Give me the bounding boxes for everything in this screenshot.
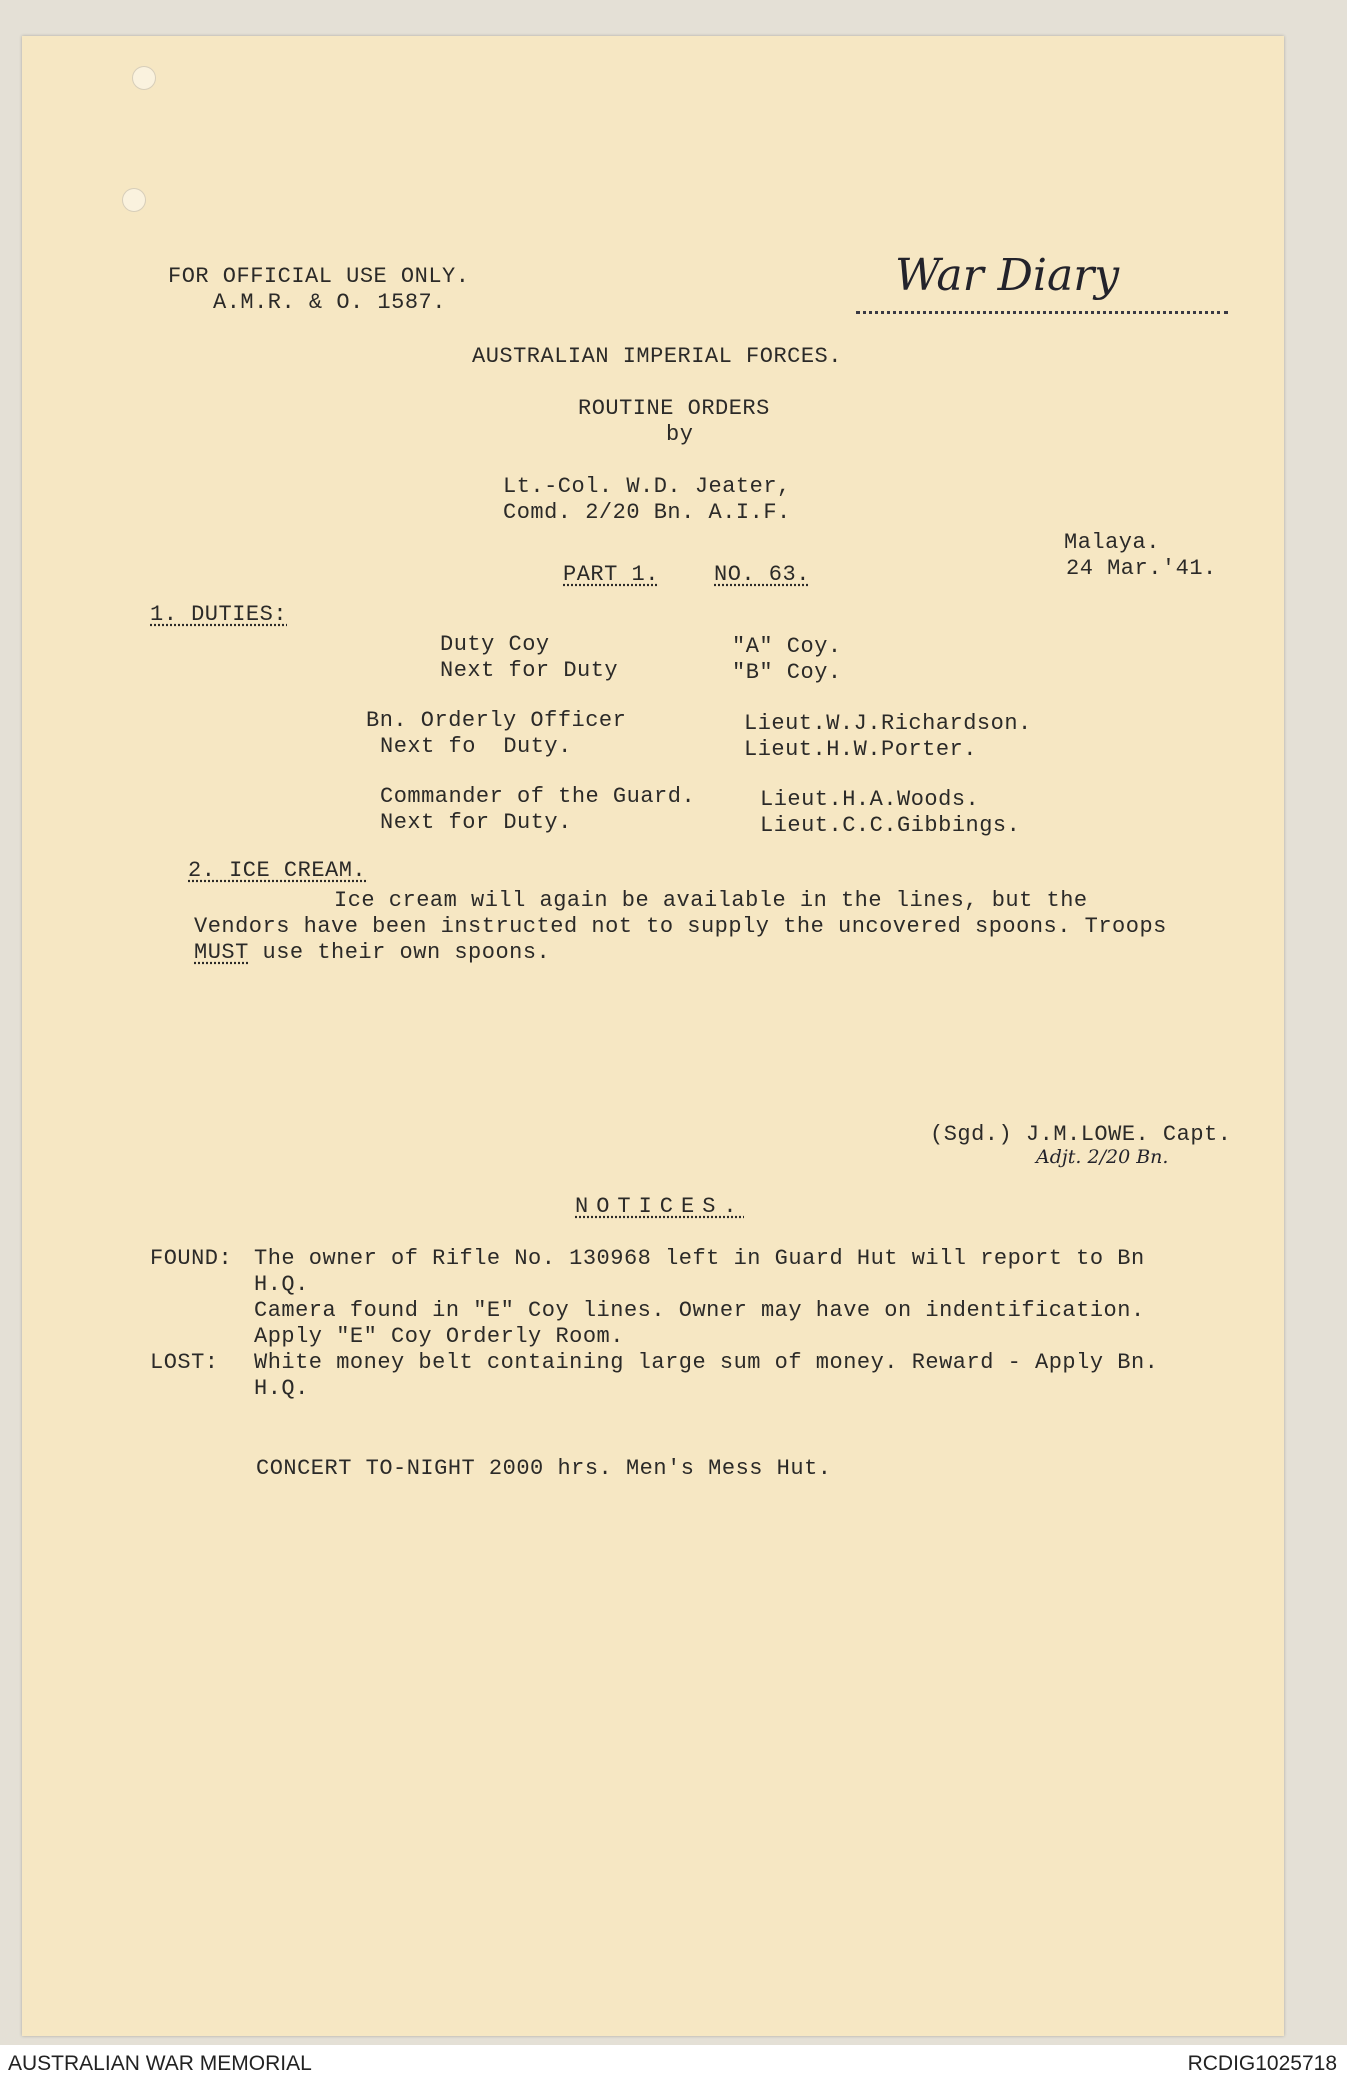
commander-unit: Comd. 2/20 Bn. A.I.F. bbox=[503, 500, 791, 525]
footer-institution: AUSTRALIAN WAR MEMORIAL bbox=[8, 2052, 312, 2075]
ice-cream-heading: 2. ICE CREAM. bbox=[188, 858, 367, 883]
notice-text: Camera found in "E" Coy lines. Owner may have on indentification. bbox=[254, 1298, 1145, 1323]
official-use-label: FOR OFFICIAL USE ONLY. bbox=[168, 264, 470, 289]
order-number: NO. 63. bbox=[714, 562, 810, 587]
part-number: PART 1. bbox=[563, 562, 659, 587]
regulation-ref: A.M.R. & O. 1587. bbox=[213, 290, 446, 315]
lost-label: LOST: bbox=[150, 1350, 219, 1375]
ice-cream-text: Ice cream will again be available in the lines, but the bbox=[334, 888, 1088, 913]
notice-text: Apply "E" Coy Orderly Room. bbox=[254, 1324, 624, 1349]
ice-cream-text-rest: use their own spoons. bbox=[248, 940, 551, 965]
punch-hole-mark bbox=[132, 66, 156, 90]
signature-block: (Sgd.) J.M.LOWE. Capt. bbox=[930, 1122, 1232, 1147]
duty-assignee: "A" Coy. bbox=[732, 634, 842, 659]
notice-text: The owner of Rifle No. 130968 left in Guard Hut will report to Bn bbox=[254, 1246, 1145, 1271]
notice-text: H.Q. bbox=[254, 1376, 309, 1401]
ice-cream-text: Vendors have been instructed not to supply the uncovered spoons. Troops bbox=[194, 914, 1167, 939]
date: 24 Mar.'41. bbox=[1066, 556, 1217, 581]
duty-assignee: Lieut.H.W.Porter. bbox=[744, 737, 977, 762]
dotted-rule bbox=[856, 311, 1228, 314]
document-page bbox=[22, 36, 1284, 2036]
notices-heading: NOTICES. bbox=[575, 1194, 745, 1219]
duty-assignee: Lieut.H.A.Woods. bbox=[760, 787, 980, 812]
ice-cream-text bbox=[194, 940, 550, 966]
by-label: by bbox=[666, 422, 694, 447]
duty-role: Bn. Orderly Officer bbox=[366, 708, 627, 733]
routine-orders-title: ROUTINE ORDERS bbox=[578, 396, 770, 421]
notice-text: White money belt containing large sum of money. Reward - Apply Bn. bbox=[254, 1350, 1159, 1375]
notice-text: H.Q. bbox=[254, 1272, 309, 1297]
duty-assignee: Lieut.W.J.Richardson. bbox=[744, 711, 1032, 736]
duties-heading: 1. DUTIES: bbox=[150, 602, 288, 627]
ice-cream-emphasis: MUST bbox=[194, 940, 249, 965]
handwritten-war-diary: War Diary bbox=[895, 250, 1120, 301]
punch-hole-mark bbox=[122, 188, 146, 212]
duty-role: Duty Coy bbox=[440, 632, 550, 657]
duty-role: Next for Duty bbox=[440, 658, 619, 683]
concert-notice: CONCERT TO-NIGHT 2000 hrs. Men's Mess Hut. bbox=[256, 1456, 832, 1481]
commander-name: Lt.-Col. W.D. Jeater, bbox=[503, 474, 791, 499]
handwritten-adjutant: Adjt. 2/20 Bn. bbox=[1036, 1146, 1169, 1168]
duty-assignee: Lieut.C.C.Gibbings. bbox=[760, 813, 1021, 838]
duty-role: Next for Duty. bbox=[380, 810, 572, 835]
location: Malaya. bbox=[1064, 530, 1160, 555]
footer-record-id: RCDIG1025718 bbox=[1187, 2052, 1337, 2075]
force-heading: AUSTRALIAN IMPERIAL FORCES. bbox=[472, 344, 842, 369]
duty-assignee: "B" Coy. bbox=[732, 660, 842, 685]
duty-role: Next fo Duty. bbox=[380, 734, 572, 759]
duty-role: Commander of the Guard. bbox=[380, 784, 696, 809]
found-label: FOUND: bbox=[150, 1246, 233, 1271]
